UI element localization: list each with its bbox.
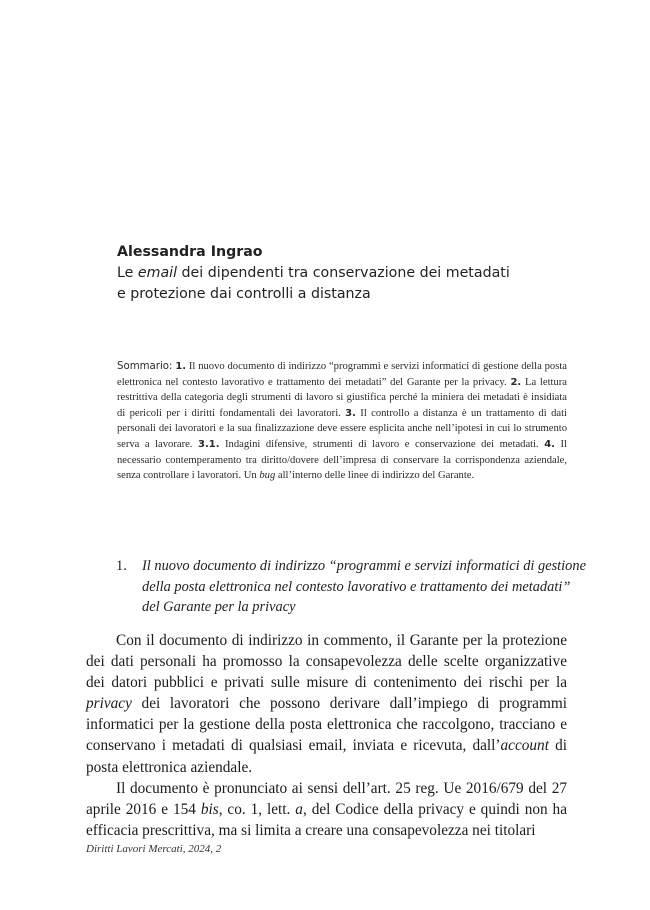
summary-item-text: Indagini difensive, strumenti di lavoro e conservazione dei metadati. <box>219 438 545 450</box>
title-text: dei dipendenti tra conservazione dei metadati <box>177 265 510 281</box>
section-title-line: Il nuovo documento di indirizzo “programmi e servizi informatici di gestione <box>142 558 586 574</box>
journal-footer: Diritti Lavori Mercati, 2024, 2 <box>86 843 222 855</box>
body-text-run: , co. 1, lett. <box>218 800 296 818</box>
body-text-run: dei lavoratori che possono derivare dall’impiego di programmi informatici per la gestione della posta elettronica che raccolgono, tracciano e conservano i metadati di qualsiasi email, inviata e ricevuta, dall’ <box>86 695 567 755</box>
summary-item-text: Il necessario contemperamento tra diritto/dovere dell’impresa di conservare la corrispondenza aziendale, senza controllare i lavoratori. Un <box>117 438 567 482</box>
summary-item-number: 3.1. <box>197 438 220 450</box>
title-emphasis: email <box>137 265 178 281</box>
summary-item-text: Il controllo a distanza è un trattamento di dati personali dei lavoratori e la sua finalizzazione deve essere esplicita anche nell’ipotesi in cui lo strumento serva a lavorare. <box>117 407 567 450</box>
section-title-line: del Garante per la privacy <box>142 599 296 615</box>
summary-item-number: 2. <box>510 376 522 388</box>
section-title <box>142 556 586 618</box>
title-text: Le <box>117 265 138 281</box>
body-emphasis: account <box>500 737 549 755</box>
summary-item-number: 3. <box>345 407 356 419</box>
summary-item-text: La lettura restrittiva della categoria degli strumenti di lavoro si giustifica perché la miniera dei metadati è insidiata di pericoli per i diritti fondamentali dei lavoratori. <box>117 376 567 419</box>
body-text-run: Il documento è pronunciato ai sensi dell’art. 25 reg. Ue 2016/679 del 27 aprile 2016 e 154 <box>86 779 567 818</box>
summary-label: Sommario: <box>117 361 173 372</box>
article-header <box>117 242 587 305</box>
body-text-run: Con il documento di indirizzo in commento, il Garante per la protezione dei dati personali ha promosso la consapevolezza delle scelte organizzative dei datori pubblici e privati sulle misure di contenimento dei rischi per la <box>86 632 567 692</box>
body-emphasis: privacy <box>86 695 132 713</box>
body-paragraph <box>86 630 567 778</box>
body-text-run: , del Codice della privacy e quindi non ha efficacia prescrittiva, ma si limita a creare una consapevolezza nei titolari <box>86 800 567 839</box>
section-number: 1. <box>116 558 127 574</box>
author-name: Alessandra Ingrao <box>117 244 263 260</box>
summary-item-text: Il nuovo documento di indirizzo “programmi e servizi informatici di gestione della posta elettronica nel contesto lavorativo e trattamento dei metadati” del Garante per la privacy. <box>117 361 567 388</box>
section-title-line: della posta elettronica nel contesto lavorativo e trattamento dei metadati” <box>142 578 571 595</box>
body-paragraph <box>86 778 567 841</box>
body-emphasis: bis <box>200 800 219 818</box>
summary-emphasis: bug <box>259 470 276 482</box>
article-title-line-2: e protezione dai controlli a distanza <box>117 286 371 302</box>
body-text-run: di posta elettronica aziendale. <box>86 737 567 776</box>
section-heading <box>116 556 586 618</box>
summary-item-text: all’interno delle linee di indirizzo del Garante. <box>275 470 475 482</box>
article-title-line-1 <box>117 263 587 284</box>
summary-abstract <box>117 359 567 484</box>
summary-item-number: 1. <box>175 361 187 372</box>
summary-item-number: 4. <box>544 438 555 450</box>
body-emphasis: a <box>295 800 303 818</box>
body-text <box>86 630 567 841</box>
